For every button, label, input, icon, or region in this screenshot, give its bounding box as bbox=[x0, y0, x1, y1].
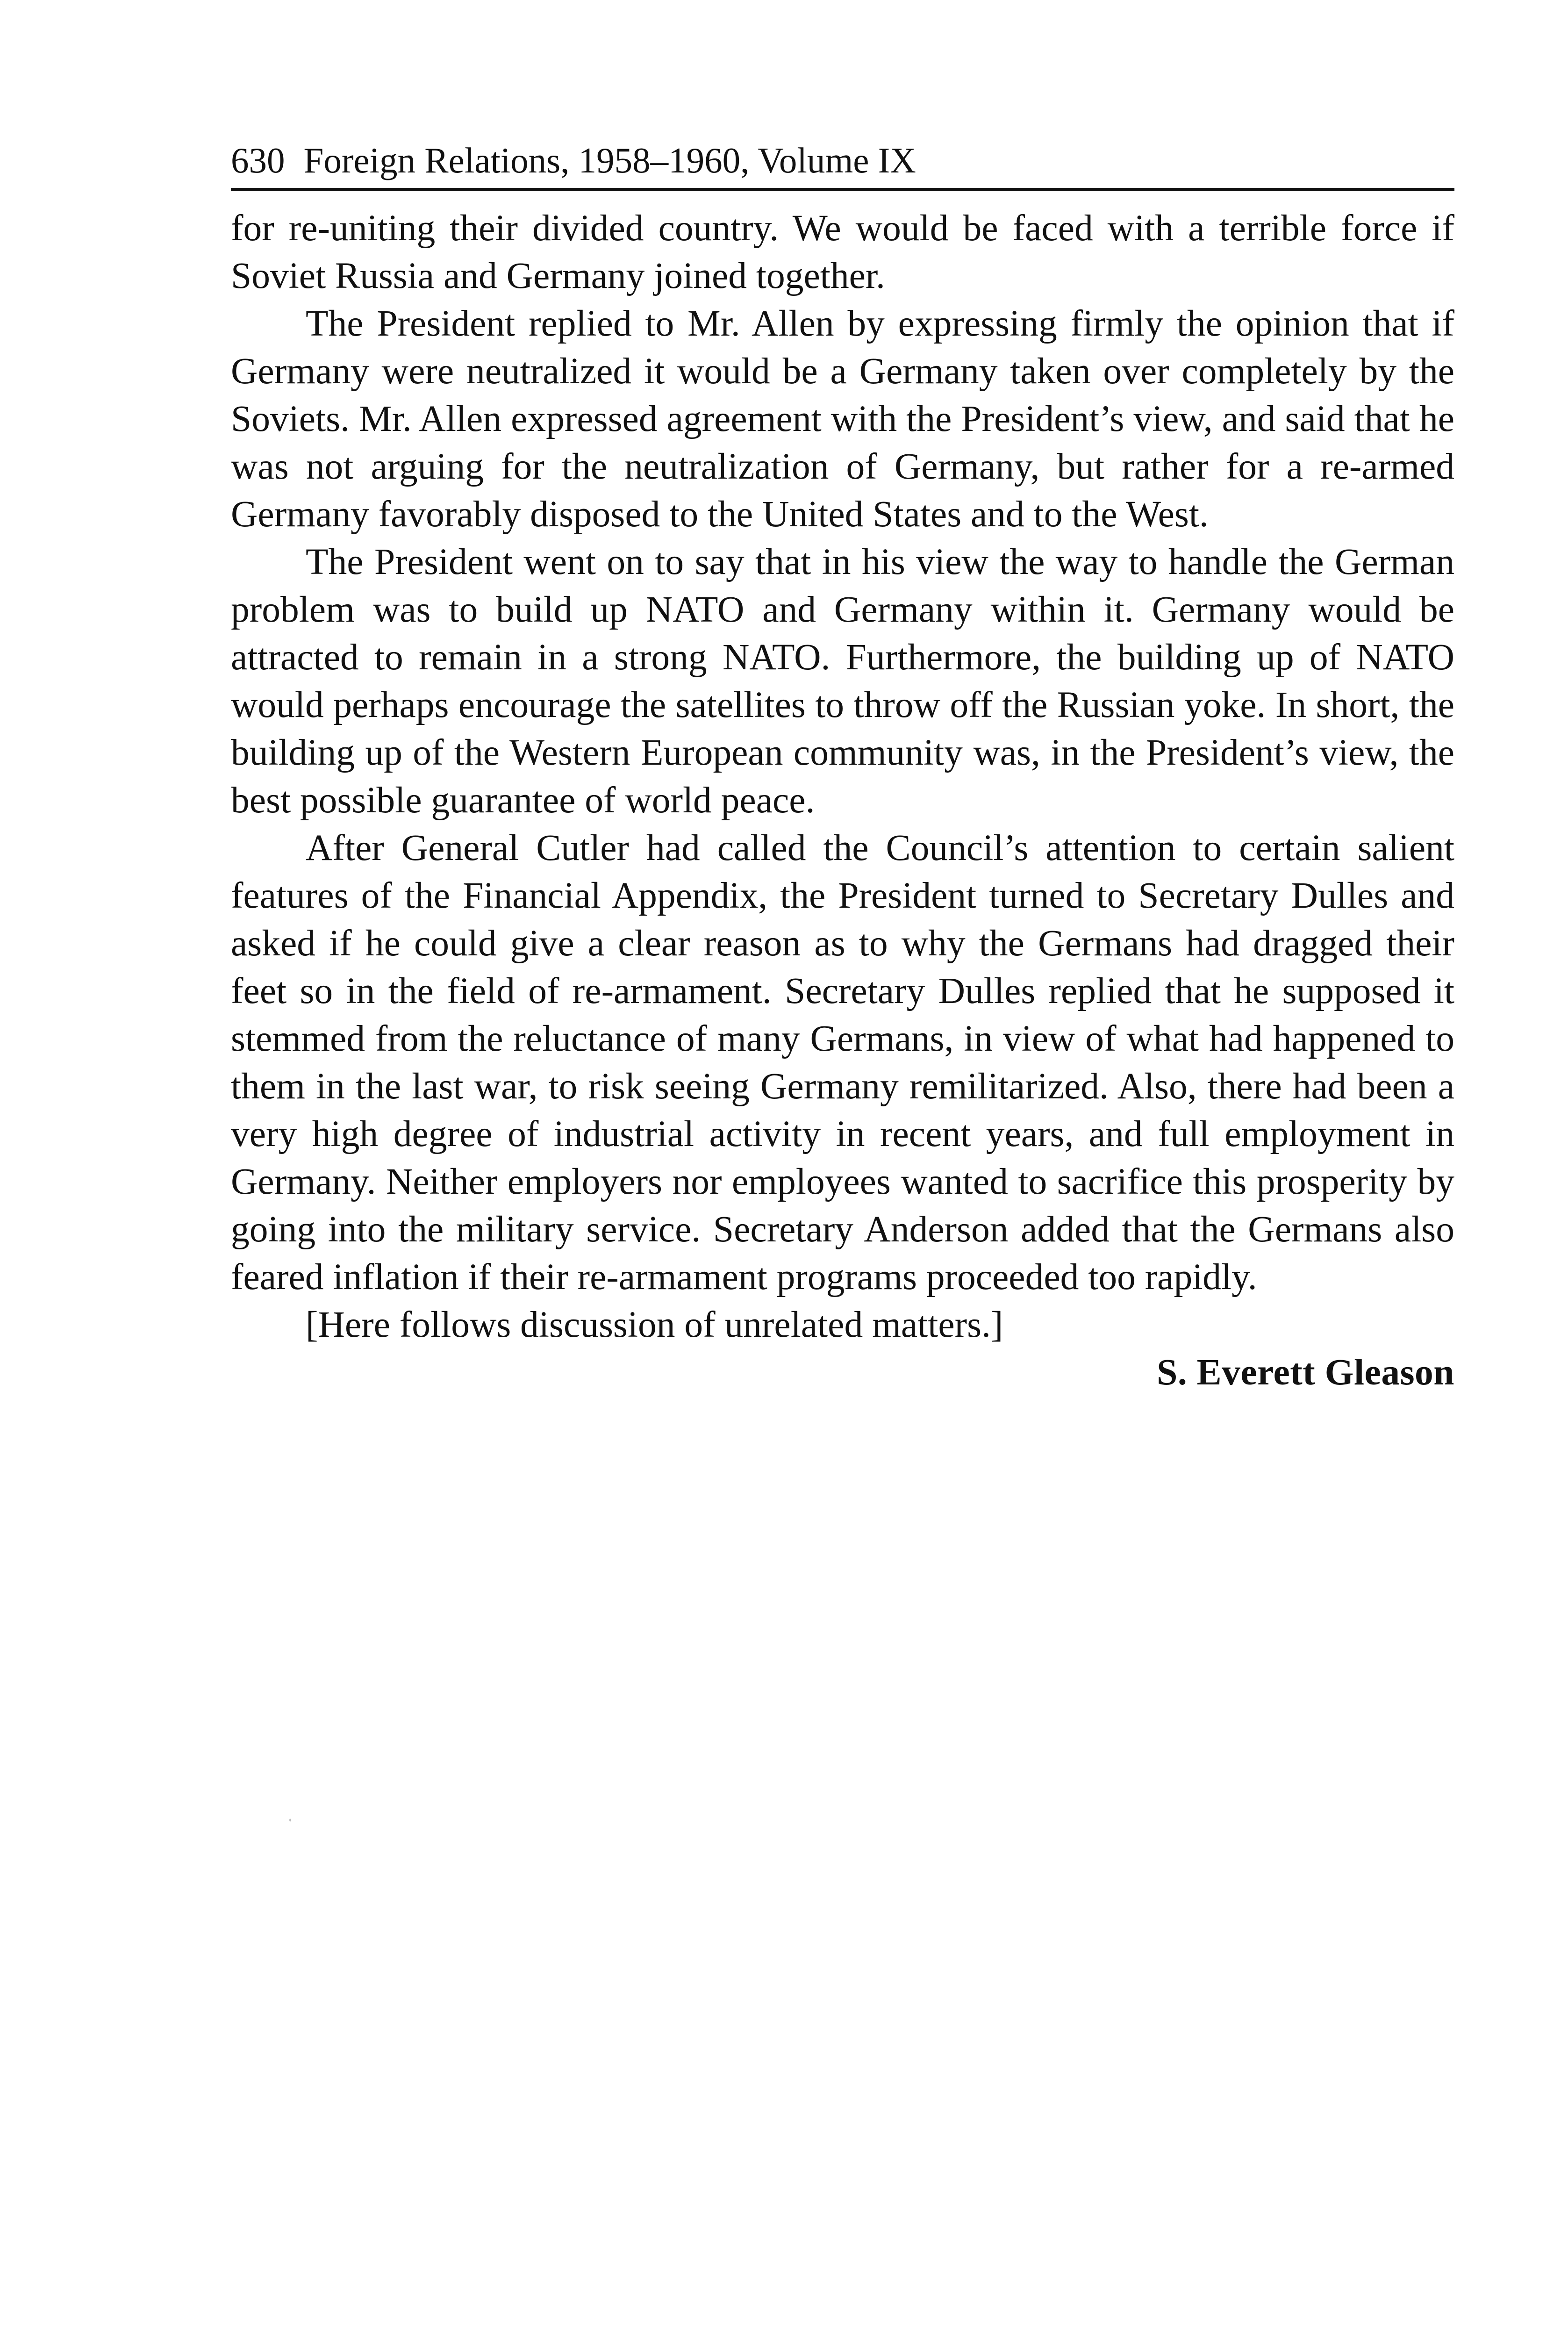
paragraph-continuation: for re-uniting their divided country. We would be faced with a terrible force if Soviet Russia and Germany joined together. bbox=[231, 208, 1454, 296]
running-header bbox=[231, 140, 1454, 191]
paragraph-german-problem: The President went on to say that in his view the way to handle the German problem was to build up NATO and Germany within it. Germany would be attracted to remain in a strong NATO. Furthermore, the building up of NATO would perhaps encourage the satellites to throw off the Russian yoke. In short, the building up of the Western European community was, in the President’s view, the best possible guarantee of world peace. bbox=[231, 541, 1454, 821]
paragraph-editorial-note: [Here follows discussion of unrelated matters.] bbox=[306, 1304, 1003, 1345]
paragraph-president-reply: The President replied to Mr. Allen by expressing firmly the opinion that if Germany were neutralized it would be a Germany taken over completely by the Soviets. Mr. Allen expressed agreement with the President’s view, and said that he was not arguing for the neutralization of Germany, but rather for a re-armed Germany favorably disposed to the United States and to the West. bbox=[231, 303, 1454, 535]
paragraph-financial-appendix: After General Cutler had called the Council’s attention to certain salient features of the Financial Appendix, the President turned to Secretary Dulles and asked if he could give a clear reason as to why the Germans had dragged their feet so in the field of re-armament. Secretary Dulles replied that he supposed it stemmed from the reluctance of many Germans, in view of what had happened to them in the last war, to risk seeing Germany remilitarized. Also, there had been a very high degree of industrial activity in recent years, and full employment in Germany. Neither employers nor employees wanted to sacrifice this prosperity by going into the military service. Secretary Anderson added that the Germans also feared inflation if their re-armament programs proceeded too rapidly. bbox=[231, 827, 1454, 1298]
document-page bbox=[231, 140, 1454, 1396]
body-text bbox=[231, 204, 1454, 1396]
signature: S. Everett Gleason bbox=[1157, 1352, 1454, 1393]
running-title: Foreign Relations, 1958–1960, Volume IX bbox=[303, 140, 916, 180]
page-number: 630 bbox=[231, 140, 285, 180]
scan-speck bbox=[289, 1819, 291, 1821]
